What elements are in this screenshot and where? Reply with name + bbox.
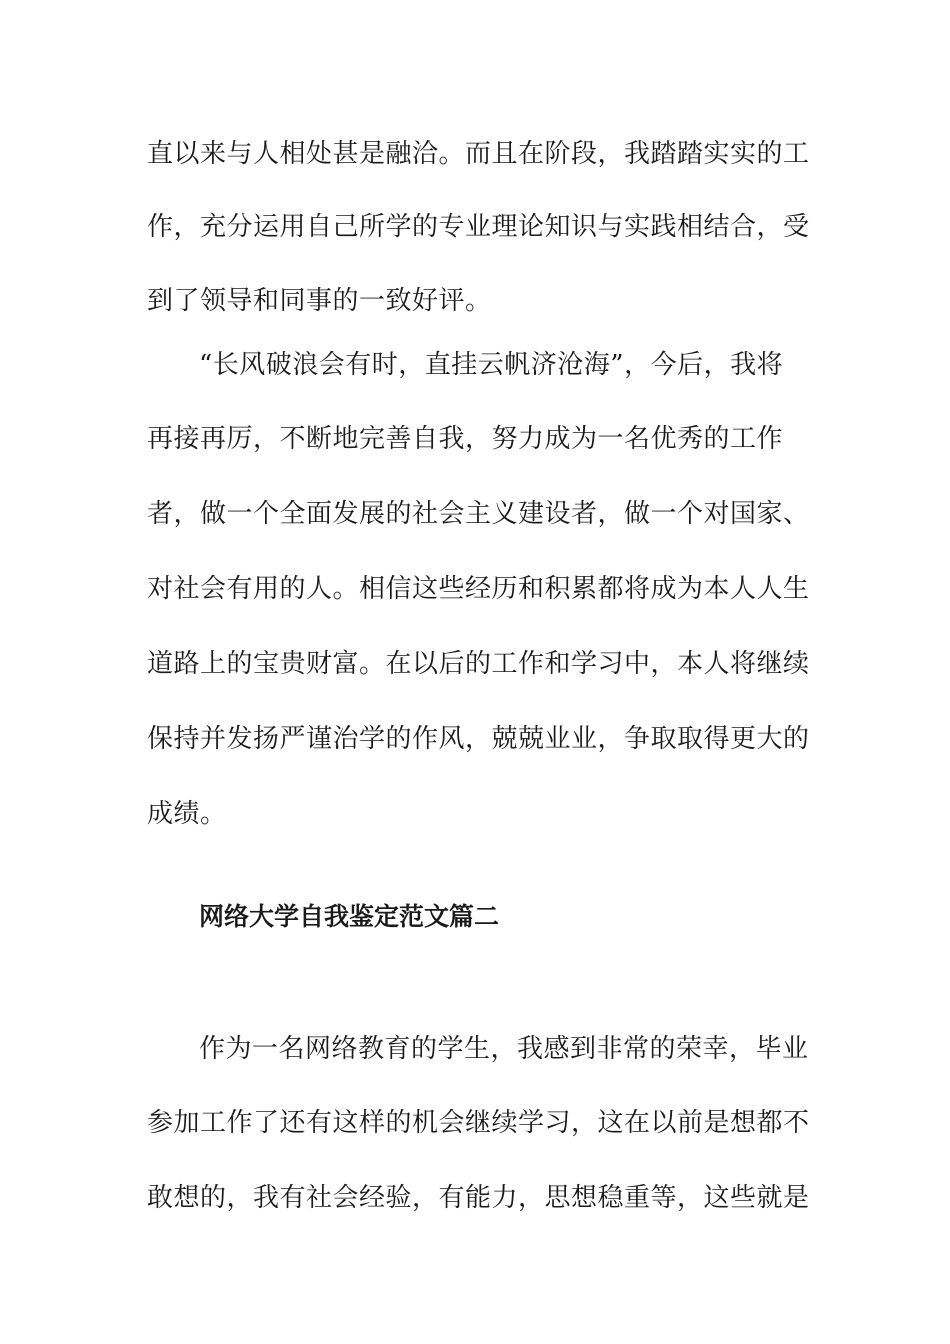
paragraph-3-line-2: 参加工作了还有这样的机会继续学习，这在以前是想都不: [147, 1108, 810, 1138]
paragraph-1-line-1: 直以来与人相处甚是融洽。而且在阶段，我踏踏实实的工: [147, 139, 810, 169]
section-heading: 网络大学自我鉴定范文篇二: [199, 902, 500, 931]
paragraph-2-line-1: “长风破浪会有时，直挂云帆济沧海”，今后，我将: [199, 350, 784, 380]
paragraph-2-line-4: 对社会有用的人。相信这些经历和积累都将成为本人人生: [147, 574, 810, 604]
paragraph-2-line-5: 道路上的宝贵财富。在以后的工作和学习中，本人将继续: [147, 649, 810, 679]
paragraph-1-line-2: 作，充分运用自己所学的专业理论知识与实践相结合，受: [147, 212, 810, 242]
paragraph-2-line-6: 保持并发扬严谨治学的作风，兢兢业业，争取取得更大的: [147, 724, 810, 754]
paragraph-3-line-1: 作为一名网络教育的学生，我感到非常的荣幸，毕业: [199, 1034, 809, 1064]
paragraph-3-line-3: 敢想的，我有社会经验，有能力，思想稳重等，这些就是: [147, 1183, 810, 1213]
paragraph-1-line-3: 到了领导和同事的一致好评。: [147, 286, 492, 316]
paragraph-2-line-7: 成绩。: [147, 799, 227, 829]
paragraph-2-line-2: 再接再厉，不断地完善自我，努力成为一名优秀的工作: [147, 424, 784, 454]
paragraph-2-line-3: 者，做一个全面发展的社会主义建设者，做一个对国家、: [147, 499, 810, 529]
